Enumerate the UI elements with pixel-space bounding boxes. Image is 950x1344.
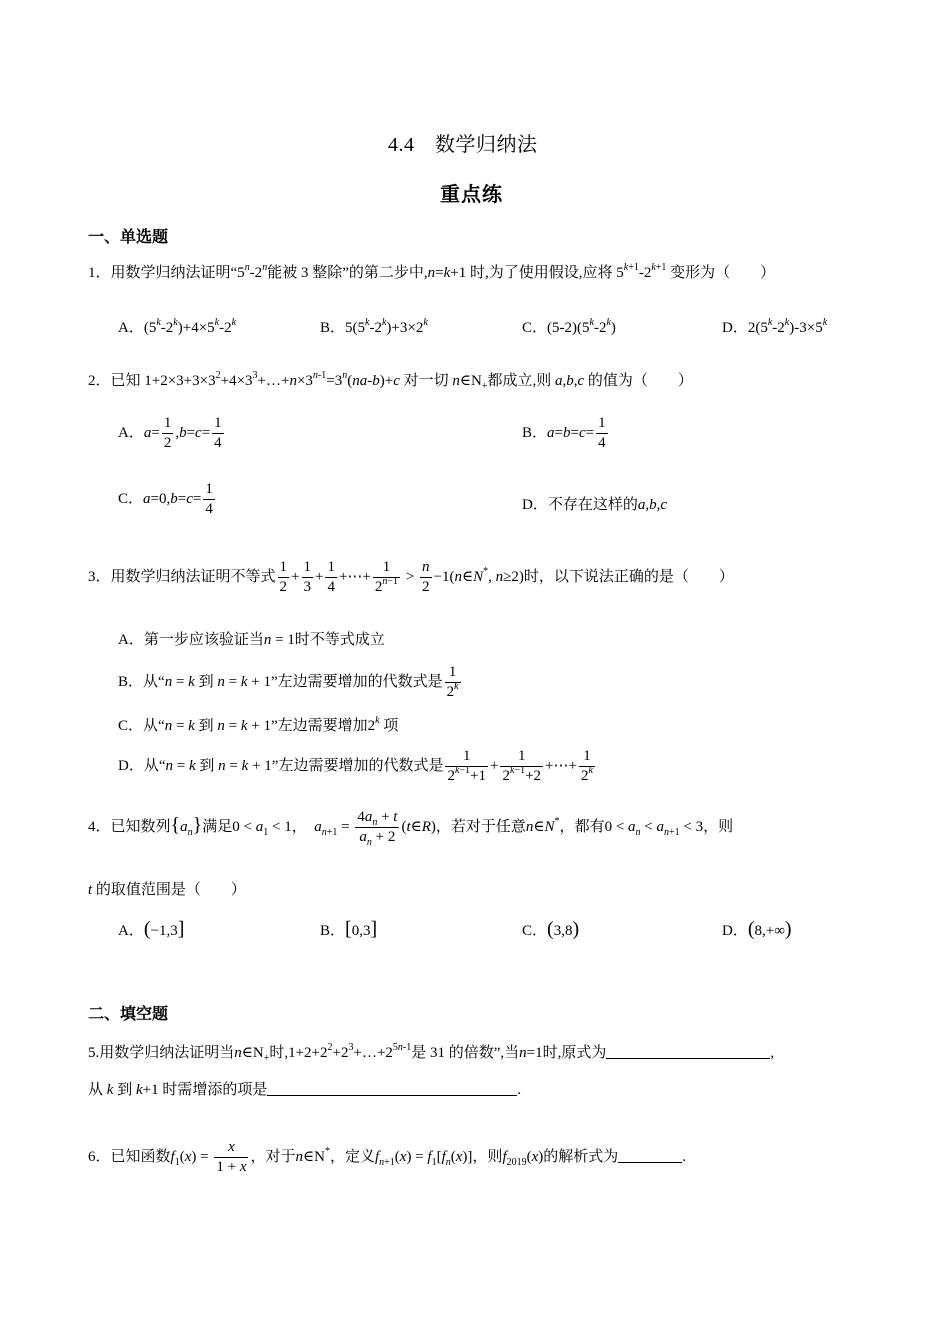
q2-option-a: A．a= $\frac{1}{2}$ ,b=c= $\frac{1}{4}$ [118, 415, 222, 451]
q1-option-d: D．$2(5^k-2^k)-3\times 5^k$ [722, 317, 828, 336]
q6-blank[interactable] [618, 1148, 682, 1163]
q3-option-c: C．从“n = k 到 n = k + 1”左边需要增加2$^k$ 项 [118, 715, 399, 734]
q2-option-c: C．a=0,b=c= $\frac{1}{4}$ [118, 481, 213, 517]
q1-option-b: B．$5(5^k-2^k)+3\times 2^k$ [320, 317, 428, 336]
q3-option-b: B．从“n = k 到 n = k + 1”左边需要增加的代数式是 $\frac{1}{2^k}$ [118, 664, 459, 700]
q2-option-b: B．a=b=c= $\frac{1}{4}$ [522, 415, 606, 451]
q5-blank-2[interactable] [267, 1081, 517, 1096]
q4-line-2: t 的取值范围是（ ） [88, 882, 246, 898]
q1-option-a: A．$(5^k-2^k)+4\times 5^k-2^k$ [118, 317, 237, 336]
q1-option-c: C．(5-2)(5$^k$-2$^k$) [522, 317, 616, 336]
page-title: 4.4 数学归纳法 [388, 134, 538, 156]
section-fill-blank: 二、填空题 [88, 1006, 169, 1023]
q3-option-d: D．从“n = k 到 n = k + 1”左边需要增加的代数式是 $\frac{1}{2^{k-1}+1}$ + $\frac{1}{2^{k-1}+2}$ +⋯+ $\frac{1}{2^k}$ [118, 748, 593, 784]
section-single-choice: 一、单选题 [88, 229, 169, 246]
question-1: 1．用数学归纳法证明“5$^n$-2$^n$能被 3 整除”的第二步中,n=k+1 时,为了使用假设,应将 $5^{k+1}-2^{k+1}$ 变形为（ ） [88, 262, 776, 281]
question-4: 4．已知数列$\{a_n\}$满足$0 < a_1 < 1$， $a_{n+1}$ = $\frac{4a_n + t}{a_n + 2}$ (t∈R)，若对于任意n∈N*，都有$0 < a_n < a_{n+1} < 3$，则 [88, 809, 734, 848]
question-6: 6．已知函数$f_1(x)$ = $\frac{x}{1 + x}$ ，对于n∈N*，定义$f_{n+1}(x) = f_1[f_n(x)]$，则$f_{2019}(x)$的解析式为 . [88, 1139, 687, 1175]
q4-option-b: B．[0,3] [320, 918, 378, 940]
q5-line-2: 从 k 到 k+1 时需增添的项是 . [88, 1082, 522, 1098]
q5-blank-1[interactable] [606, 1044, 770, 1059]
q3-option-a: A．第一步应该验证当n = 1时不等式成立 [118, 632, 385, 648]
q4-option-d: D．(8,+∞) [722, 918, 792, 940]
question-5: 5.用数学归纳法证明当$n\in N_+$时$,1+2+2^2+2^3+\dots+2^{5n-1}$是 31 的倍数”,当n=1时,原式为 , [88, 1042, 775, 1064]
q1-number: 1． [88, 265, 111, 281]
question-3: 3．用数学归纳法证明不等式 $\frac{1}{2}$ + $\frac{1}{3}$ + $\frac{1}{4}$ +⋯+ $\frac{1}{2^{n-1}}$ > $\frac{n}{2}$ −1(n∈N*, n≥2)时，以下说法正确的是（ ） [88, 559, 734, 595]
page-subtitle: 重点练 [440, 184, 503, 206]
q2-option-d: D．不存在这样的a,b,c [522, 497, 668, 513]
question-2: 2．已知 $1+2\times 3+3\times 3^2+4\times 3^3+\dots+n\times 3^{n-1}=3^n(na-b)+c$ 对一切 $n\in N_+$都成立,则 a,b,c 的值为（ ） [88, 370, 693, 392]
q4-option-a: A．(−1,3] [118, 918, 185, 940]
q4-option-c: C．(3,8) [522, 918, 580, 940]
